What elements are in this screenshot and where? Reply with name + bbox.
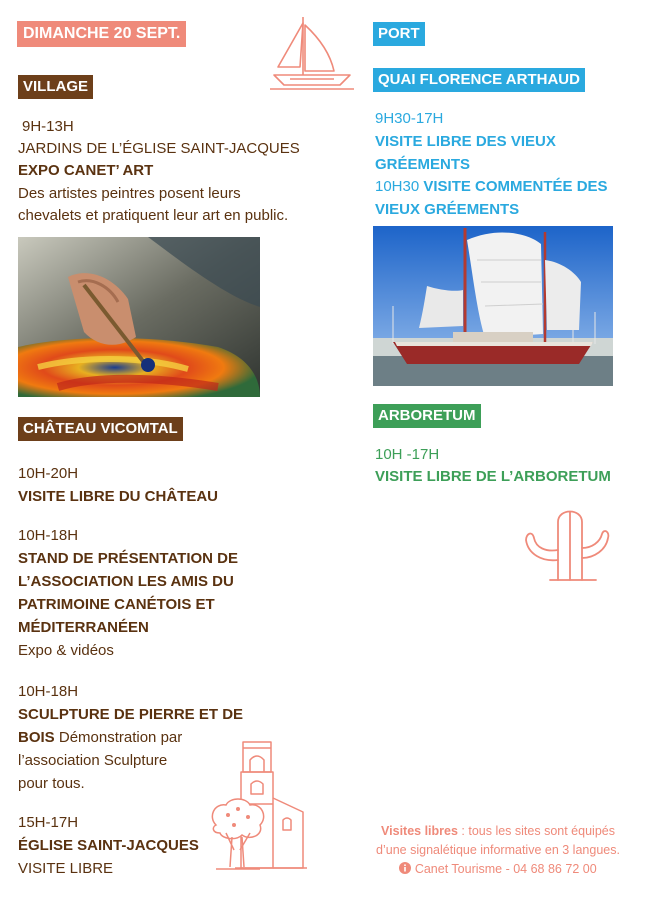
- village-desc-line-2: chevalets et pratiquent leur art en public.: [18, 207, 289, 224]
- chateau-e4-desc: VISITE LIBRE: [18, 860, 114, 877]
- cactus-icon: [520, 504, 614, 584]
- port-e1-time: 9H30-17H: [375, 110, 444, 127]
- chateau-e1-title: VISITE LIBRE DU CHÂTEAU: [18, 488, 219, 505]
- sailing-ship-photo: [373, 226, 613, 386]
- village-event: EXPO CANET’ ART: [18, 162, 154, 179]
- footer-contact: Canet Tourisme - 04 68 86 72 00: [414, 862, 597, 876]
- chateau-e3-desc-line-2: l’association Sculpture: [18, 752, 168, 769]
- painter-photo: [18, 237, 260, 397]
- section-title-arboretum: ARBORETUM: [373, 404, 481, 428]
- chateau-e2-time: 10H-18H: [18, 527, 79, 544]
- port-e2-time: 10H30: [375, 178, 420, 195]
- port-e1-title-line-1: VISITE LIBRE DES VIEUX: [375, 133, 556, 150]
- chateau-e3-title-line-1: SCULPTURE DE PIERRE ET DE: [18, 706, 244, 723]
- port-e2-title-line-1: VISITE COMMENTÉE DES: [419, 178, 608, 195]
- chateau-e2-desc: Expo & vidéos: [18, 642, 114, 659]
- date-badge: DIMANCHE 20 SEPT.: [17, 21, 186, 47]
- chateau-e3-time: 10H-18H: [18, 683, 79, 700]
- village-place: JARDINS DE L’ÉGLISE SAINT-JACQUES: [18, 140, 300, 157]
- footer-line-1: [342, 822, 654, 841]
- village-desc-line-1: Des artistes peintres posent leurs: [18, 185, 241, 202]
- port-e1-title-line-2: GRÉEMENTS: [375, 156, 471, 173]
- chateau-e2-title-line-2: L’ASSOCIATION LES AMIS DU: [18, 573, 234, 590]
- footer-bold: Visites libres: [381, 824, 458, 838]
- chateau-e2-title-line-3: PATRIMOINE CANÉTOIS ET: [18, 596, 215, 613]
- chateau-e3-desc-line-3: pour tous.: [18, 775, 85, 792]
- footer-contact-line: [342, 860, 654, 879]
- chateau-e4-title: ÉGLISE SAINT-JACQUES: [18, 837, 199, 854]
- chateau-e3-line-2: [18, 726, 182, 749]
- arboretum-event: VISITE LIBRE DE L’ARBORETUM: [375, 468, 611, 485]
- arboretum-time: 10H -17H: [375, 446, 440, 463]
- section-title-chateau: CHÂTEAU VICOMTAL: [18, 417, 183, 441]
- chateau-e3-title-line-2: BOIS: [18, 729, 55, 746]
- info-icon: [399, 862, 411, 874]
- port-e2-line-1: [375, 175, 608, 198]
- chateau-e2-title-line-1: STAND DE PRÉSENTATION DE: [18, 550, 239, 567]
- section-subtitle-quai: QUAI FLORENCE ARTHAUD: [373, 68, 585, 92]
- port-e2-title-line-2: VIEUX GRÉEMENTS: [375, 201, 520, 218]
- sailboat-icon: [270, 15, 356, 91]
- footer-line-2: d’une signalétique informative en 3 langues.: [376, 843, 620, 857]
- section-title-port: PORT: [373, 22, 425, 46]
- footer-text-1: : tous les sites sont équipés: [457, 824, 615, 838]
- chateau-e1-time: 10H-20H: [18, 465, 79, 482]
- chateau-e3-desc-line-1: Démonstration par: [54, 729, 183, 746]
- section-title-village: VILLAGE: [18, 75, 93, 99]
- chateau-e4-time: 15H-17H: [18, 814, 79, 831]
- tree-icon: [208, 795, 266, 871]
- chateau-e2-title-line-4: MÉDITERRANÉEN: [18, 619, 149, 636]
- village-time: 9H-13H: [22, 118, 74, 135]
